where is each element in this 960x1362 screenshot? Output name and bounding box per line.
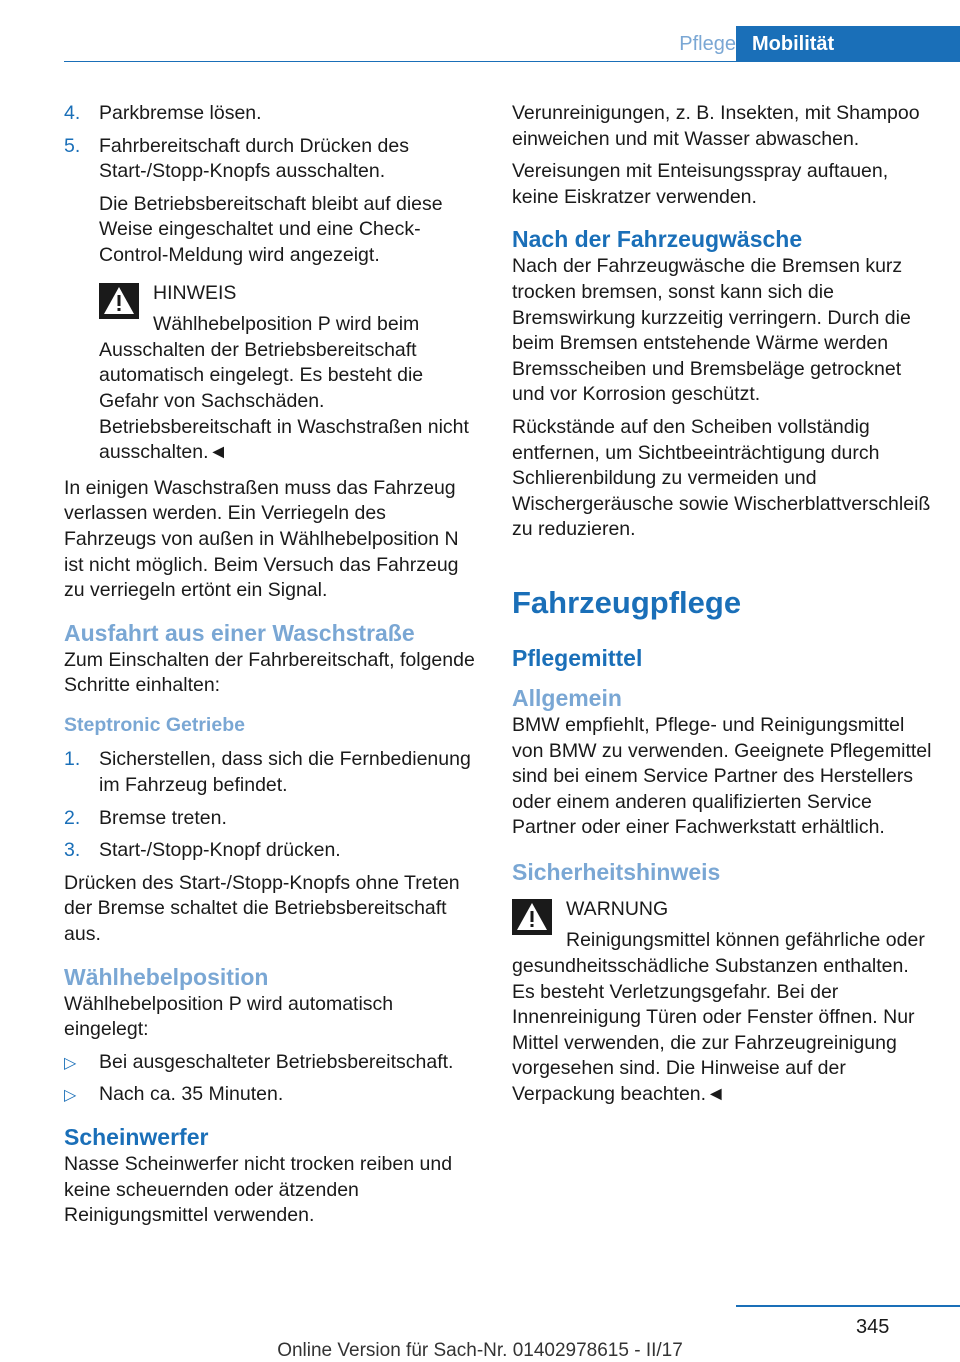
left-column — [64, 101, 480, 1236]
heading-sicherheitshinweis: Sicherheitshinweis — [512, 858, 721, 885]
step-text: Bremse treten. — [99, 806, 227, 829]
step-1 — [64, 747, 480, 798]
bullet-item — [64, 1082, 480, 1108]
step-text: Parkbremse lösen. — [99, 102, 262, 124]
paragraph-rueckstaende: Rückstände auf den Scheiben vollständig entfernen, um Sichtbeeinträchtigung durch Schlierenbildung zu vermeiden und Wischergeräusche sowie Wischerblattverschleiß zu reduzieren. — [512, 415, 931, 541]
warnung-box — [512, 897, 932, 1108]
bullet-text: Bei ausgeschalteter Betriebsbereitschaft. — [99, 1050, 454, 1073]
hinweis-box — [99, 281, 480, 466]
paragraph-nach-fahrzeugwaesche: Nach der Fahrzeugwäsche die Bremsen kurz trocken bremsen, sonst kann sich die Bremswirkung kurzzeitig verringern. Durch die beim Bremsen entstehende Wärme werden Bremsscheiben und Bremsbeläge getrocknet und vor Korrosion geschützt. — [512, 255, 911, 406]
hinweis-text: Wählhebelposition P wird beim Ausschalten der Betriebsbereitschaft automatisch eingelegt. Es besteht die Gefahr von Sachschäden. Betriebsbereitschaft in Waschstraßen nicht ausschalten.◄ — [99, 313, 469, 464]
heading-scheinwerfer: Scheinwerfer — [64, 1124, 209, 1150]
triangle-bullet-icon: ▷ — [64, 1054, 77, 1072]
paragraph-allgemein: BMW empfiehlt, Pflege- und Reinigungsmittel von BMW zu verwenden. Geeignete Pflegemittel sind bei einem Service Partner des Herstellers oder einem anderen qualifizierten Service Partner oder einer Fachwerkstatt erhältlich. — [512, 713, 932, 839]
step-5 — [64, 134, 480, 185]
heading-waehlhebel: Wählhebelposition — [64, 963, 269, 990]
heading-pflegemittel: Pflegemittel — [512, 644, 643, 671]
warning-triangle-icon — [512, 899, 552, 935]
header-rule — [64, 61, 736, 62]
paragraph-verunreinigungen: Verunreinigungen, z. B. Insekten, mit Shampoo einweichen und mit Wasser abwaschen. — [512, 102, 920, 150]
paragraph-waehlhebel: Wählhebelposition P wird automatisch eingelegt: — [64, 992, 394, 1041]
paragraph-druecken: Drücken des Start-/Stopp-Knopfs ohne Treten der Bremse schaltet die Betriebsbereitschaft aus. — [64, 871, 460, 946]
bullet-text: Nach ca. 35 Minuten. — [99, 1083, 284, 1106]
step-text: Start-/Stopp-Knopf drücken. — [99, 839, 341, 862]
step-3 — [64, 838, 480, 864]
warnung-title: WARNUNG — [566, 897, 669, 920]
step-text: Sicherstellen, dass sich die Fernbedienung im Fahrzeug befindet. — [99, 748, 471, 797]
warning-triangle-icon — [99, 283, 139, 319]
hinweis-title: HINWEIS — [153, 281, 237, 304]
step-4 — [64, 101, 480, 127]
footer-rule — [736, 1305, 960, 1307]
heading-allgemein: Allgemein — [512, 684, 622, 711]
triangle-bullet-icon: ▷ — [64, 1087, 77, 1105]
step-2 — [64, 806, 480, 832]
heading-ausfahrt: Ausfahrt aus einer Waschstraße — [64, 619, 415, 646]
heading-nach-fahrzeugwaesche: Nach der Fahrzeugwäsche — [512, 226, 803, 253]
step-5-note: Die Betriebsbereitschaft bleibt auf diese Weise eingeschaltet und eine Check-Control-Meldung wird angezeigt. — [99, 192, 443, 266]
paragraph-vereisungen: Vereisungen mit Enteisungsspray auftauen, keine Eiskratzer verwenden. — [512, 160, 889, 208]
heading-steptronic: Steptronic Getriebe — [64, 713, 245, 736]
heading-fahrzeugpflege: Fahrzeugpflege — [512, 584, 742, 620]
step-number: 1. — [64, 748, 81, 771]
step-number: 2. — [64, 806, 81, 829]
paragraph-scheinwerfer: Nasse Scheinwerfer nicht trocken reiben und keine scheuernden oder ätzenden Reinigungsmittel verwenden. — [64, 1153, 453, 1227]
step-text: Fahrbereitschaft durch Drücken des Start-/Stopp-Knopfs ausschalten. — [99, 134, 409, 183]
step-number: 4. — [64, 102, 81, 124]
paragraph-ausfahrt: Zum Einschalten der Fahrbereitschaft, folgende Schritte einhalten: — [64, 648, 475, 697]
step-number: 3. — [64, 839, 81, 862]
right-column — [512, 101, 932, 1108]
page-number: 345 — [856, 1316, 890, 1338]
step-number: 5. — [64, 134, 81, 157]
footer-text: Online Version für Sach-Nr. 01402978615 - II/17 — [277, 1340, 683, 1361]
warnung-text: Reinigungsmittel können gefährliche oder gesundheitsschädliche Substanzen enthalten. Es besteht Verletzungsgefahr. Bei der Innenreinigung Türen oder Fenster öffnen. Nur Mittel verwenden, die zur Fahrzeugreinigung vorgesehen sind. Die Hinweise auf der Verpackung beachten.◄ — [512, 929, 925, 1106]
bullet-item — [64, 1050, 480, 1076]
tab-mobilitaet[interactable]: Mobilität — [736, 26, 960, 62]
tab-pflege[interactable]: Pflege — [679, 33, 736, 55]
paragraph-waschstrasse: In einigen Waschstraßen muss das Fahrzeug verlassen werden. Ein Verriegeln des Fahrzeugs von außen in Wählhebelposition N ist nicht möglich. Beim Versuch das Fahrzeug zu verriegeln ertönt ein Signal. — [64, 476, 459, 602]
